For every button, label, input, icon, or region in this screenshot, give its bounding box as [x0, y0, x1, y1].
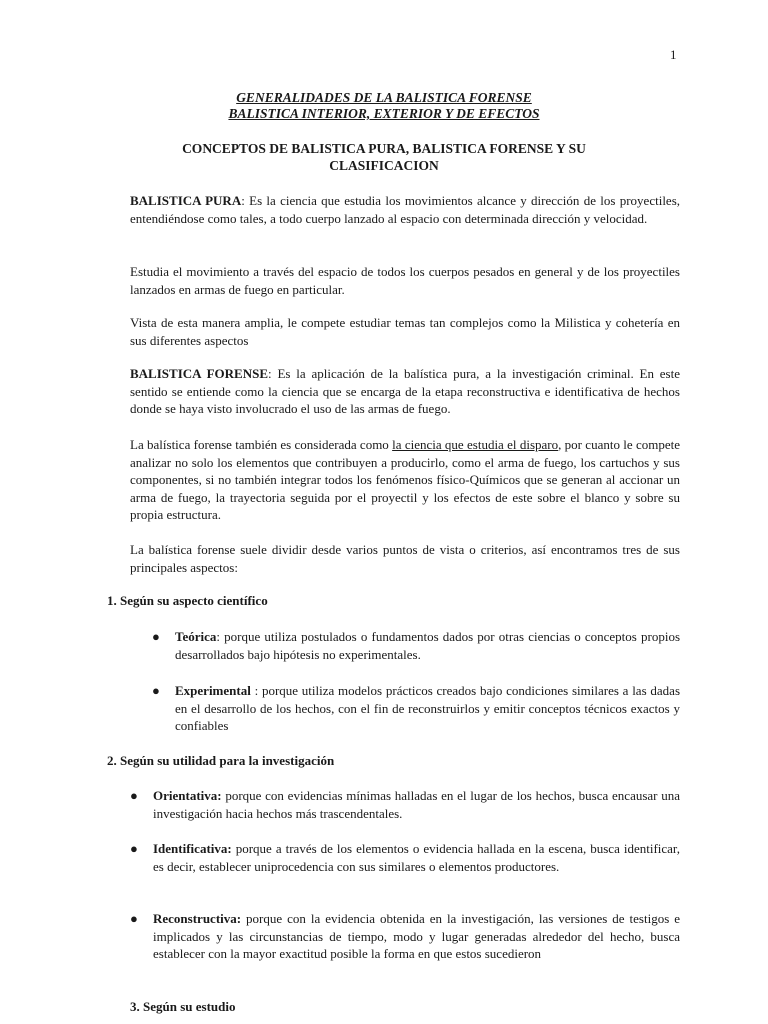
paragraph-division: [130, 541, 680, 576]
paragraph-balistica-pura: [130, 192, 680, 227]
section-2-heading: [107, 752, 334, 770]
paragraph-text: : Es la aplicación de la balística pura, a la investigación criminal. En este sentido se entiende como la ciencia que se encarga de la etapa reconstructiva e identificativa de hechos donde se haya visto involucrado el uso de las armas de fuego.: [130, 366, 680, 416]
list-item-term: Reconstructiva:: [153, 911, 242, 926]
list-item-text: [153, 787, 680, 822]
paragraph-balistica-forense: [130, 365, 680, 418]
term-balistica-pura: BALISTICA PURA: [130, 193, 242, 208]
list-item-description: porque con evidencias mínimas halladas en el lugar de los hechos, busca encausar una investigación hacia hechos más trascendentales.: [153, 788, 680, 821]
list-item-text: [153, 840, 680, 875]
paragraph-text: La balística forense también es considerada como: [130, 437, 393, 452]
list-item-text: [175, 682, 680, 735]
paragraph-movimiento: [130, 263, 680, 298]
list-item-description: porque a través de los elementos o evidencia hallada en la escena, busca identificar, es decir, establecer uniprocedencia con sus similares o elementos productores.: [153, 841, 680, 874]
title-line-1: GENERALIDADES DE LA BALISTICA FORENSE: [236, 90, 532, 105]
title-line-2: BALISTICA INTERIOR, EXTERIOR Y DE EFECTOS: [228, 106, 540, 121]
list-item-description: : porque utiliza postulados o fundamentos dados por otras ciencias o conceptos propios desarrollados bajo hipótesis no experimentales.: [175, 629, 680, 662]
section-subtitle: [0, 141, 768, 174]
paragraph-text: La balística forense suele dividir desde varios puntos de vista o criterios, así encontramos tres de sus principales aspectos:: [130, 542, 680, 575]
paragraph-text: Vista de esta manera amplia, le compete estudiar temas tan complejos como la Milistica y cohetería en sus diferentes aspectos: [130, 315, 680, 348]
subtitle-line-1: CONCEPTOS DE BALISTICA PURA, BALISTICA FORENSE Y SU: [182, 141, 586, 156]
document-title: [0, 90, 768, 122]
paragraph-vista: [130, 314, 680, 349]
bullet-icon: ●: [130, 788, 138, 803]
term-balistica-forense: BALISTICA FORENSE: [130, 366, 269, 381]
list-item-text: [175, 628, 680, 663]
bullet-icon: ●: [130, 911, 138, 926]
list-item-text: [153, 910, 680, 963]
page-number: 1: [670, 47, 677, 62]
section-2-number: 2: [107, 753, 114, 768]
bullet-icon: ●: [152, 683, 160, 698]
section-1-heading: 1. Según su aspecto científico: [107, 593, 268, 608]
list-item-term: Orientativa:: [153, 788, 222, 803]
paragraph-text: : Es la ciencia que estudia los movimientos alcance y dirección de los proyectiles, entendiéndose como tales, a todo cuerpo lanzado al espacio con determinada dirección y velocidad.: [130, 193, 681, 226]
list-item-description: : porque utiliza modelos prácticos creados bajo condiciones similares a las dadas en el desarrollo de los hechos, con el fin de reconstruirlos y emitir conceptos técnicos exactos y confiables: [175, 683, 680, 733]
paragraph-text: , por cuanto le compete analizar no solo los elementos que contribuyen a producirlo, como el arma de fuego, los cartuchos y sus componentes, si no también integrar todos los fenómenos físico-Químicos que se generan al accionar un arma de fuego, la trayectoria seguida por el proyectil y los efectos de este sobre el blanco y sobre su propia estructura.: [130, 437, 680, 522]
list-item-description: porque con la evidencia obtenida en la investigación, las versiones de testigos e implicados y las circunstancias de tiempo, modo y lugar generadas alrededor del hecho, busca establecer con la mayor exactitud posible la forma en que estos sucedieron: [153, 911, 680, 961]
list-item-term: Experimental: [175, 683, 251, 698]
subtitle-line-2: CLASIFICACION: [329, 157, 439, 173]
section-2-title: . Según su utilidad para la investigación: [113, 753, 335, 768]
paragraph-disparo: [130, 436, 680, 524]
bullet-icon: ●: [152, 629, 160, 644]
underlined-phrase: la ciencia que estudia el disparo: [392, 437, 559, 452]
list-item-term: Teórica: [175, 629, 217, 644]
paragraph-text: Estudia el movimiento a través del espacio de todos los cuerpos pesados en general y de los proyectiles lanzados en armas de fuego en particular.: [130, 264, 680, 297]
list-item-term: Identificativa:: [153, 841, 232, 856]
bullet-icon: ●: [130, 841, 138, 856]
section-3-heading: 3. Según su estudio: [130, 999, 236, 1014]
